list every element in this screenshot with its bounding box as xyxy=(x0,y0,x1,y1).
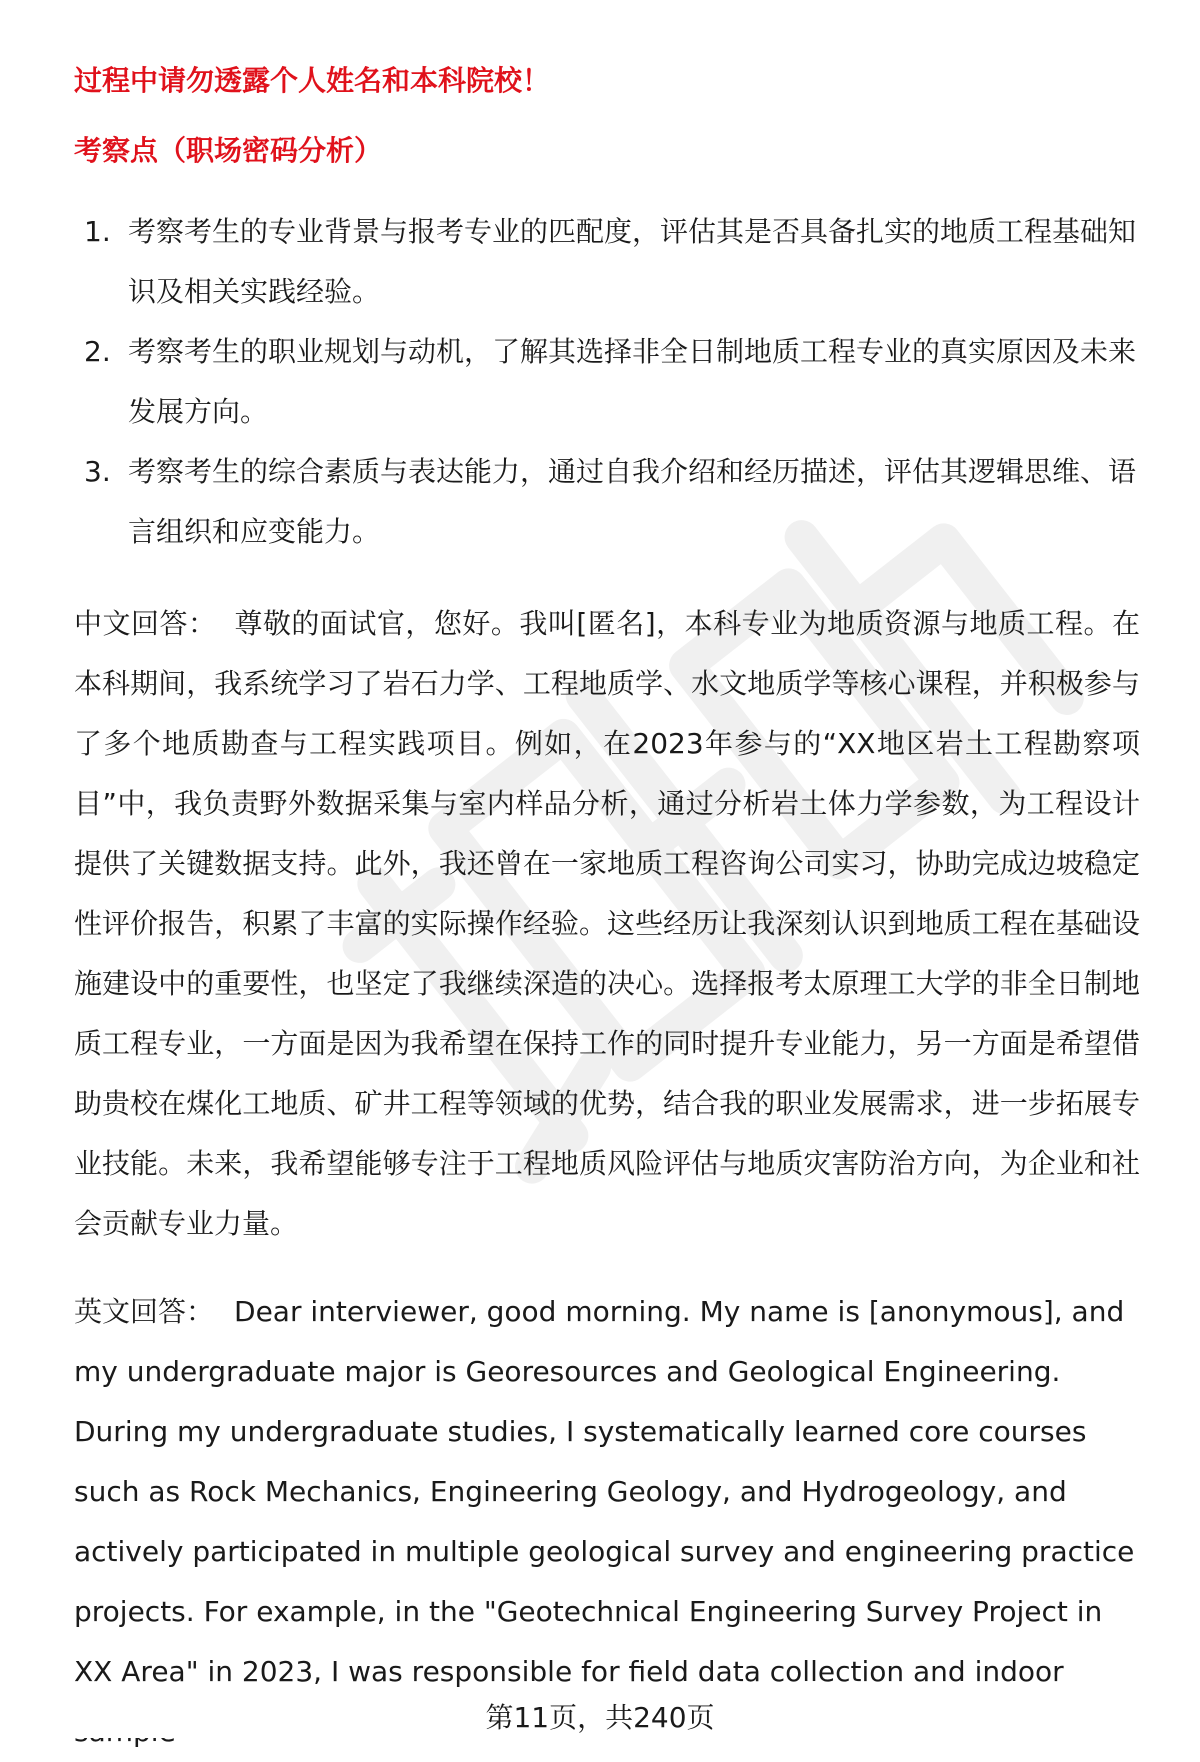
chinese-answer-text: 尊敬的面试官，您好。我叫[匿名]，本科专业为地质资源与地质工程。在本科期间，我系统学习了岩石力学、工程地质学、水文地质学等核心课程，并积极参与了多个地质勘查与工程实践项目。例如，在2023年参与的“XX地区岩土工程勘察项目”中，我负责野外数据采集与室内样品分析，通过分析岩土体力学参数，为工程设计提供了关键数据支持。此外，我还曾在一家地质工程咨询公司实习，协助完成边坡稳定性评价报告，积累了丰富的实际操作经验。这些经历让我深刻认识到地质工程在基础设施建设中的重要性，也坚定了我继续深造的决心。选择报考太原理工大学的非全日制地质工程专业，一方面是因为我希望在保持工作的同时提升专业能力，另一方面是希望借助贵校在煤化工地质、矿井工程等领域的优势，结合我的职业发展需求，进一步拓展专业技能。未来，我希望能够专注于工程地质风险评估与地质灾害防治方向，为企业和社会贡献专业力量。 xyxy=(74,607,1140,1240)
list-item-number: 1. xyxy=(84,215,111,248)
page-number: 第11页，共240页 xyxy=(0,1698,1200,1738)
english-answer-label: 英文回答： xyxy=(74,1295,215,1328)
list-item xyxy=(74,322,1140,442)
assessment-points-list xyxy=(74,202,1140,562)
section-title: 考察点（职场密码分析） xyxy=(74,134,383,167)
list-item xyxy=(74,442,1140,562)
list-item-text: 考察考生的综合素质与表达能力，通过自我介绍和经历描述，评估其逻辑思维、语言组织和应变能力。 xyxy=(128,455,1137,548)
list-item-number: 3. xyxy=(84,455,111,488)
chinese-answer xyxy=(74,594,1140,1254)
chinese-answer-label: 中文回答： xyxy=(74,607,217,640)
english-answer xyxy=(74,1282,1140,1762)
privacy-warning: 过程中请勿透露个人姓名和本科院校！ xyxy=(74,64,551,97)
list-item xyxy=(74,202,1140,322)
list-item-number: 2. xyxy=(84,335,111,368)
list-item-text: 考察考生的专业背景与报考专业的匹配度，评估其是否具备扎实的地质工程基础知识及相关实践经验。 xyxy=(128,215,1137,308)
english-answer-text: Dear interviewer, good morning. My name is [anonymous], and my undergraduate major is Georesources and Geological Engineering. During my undergraduate studies, I systematically learned core courses such as Rock Mechanics, Engineering Geology, and Hydrogeology, and actively participated in multiple geological survey and engineering practice projects. For example, in the "Geotechnical Engineering Survey Project in XX Area" in 2023, I was responsible for field data collection and indoor xyxy=(74,1295,1135,1688)
list-item-text: 考察考生的职业规划与动机，了解其选择非全日制地质工程专业的真实原因及未来发展方向。 xyxy=(128,335,1137,428)
